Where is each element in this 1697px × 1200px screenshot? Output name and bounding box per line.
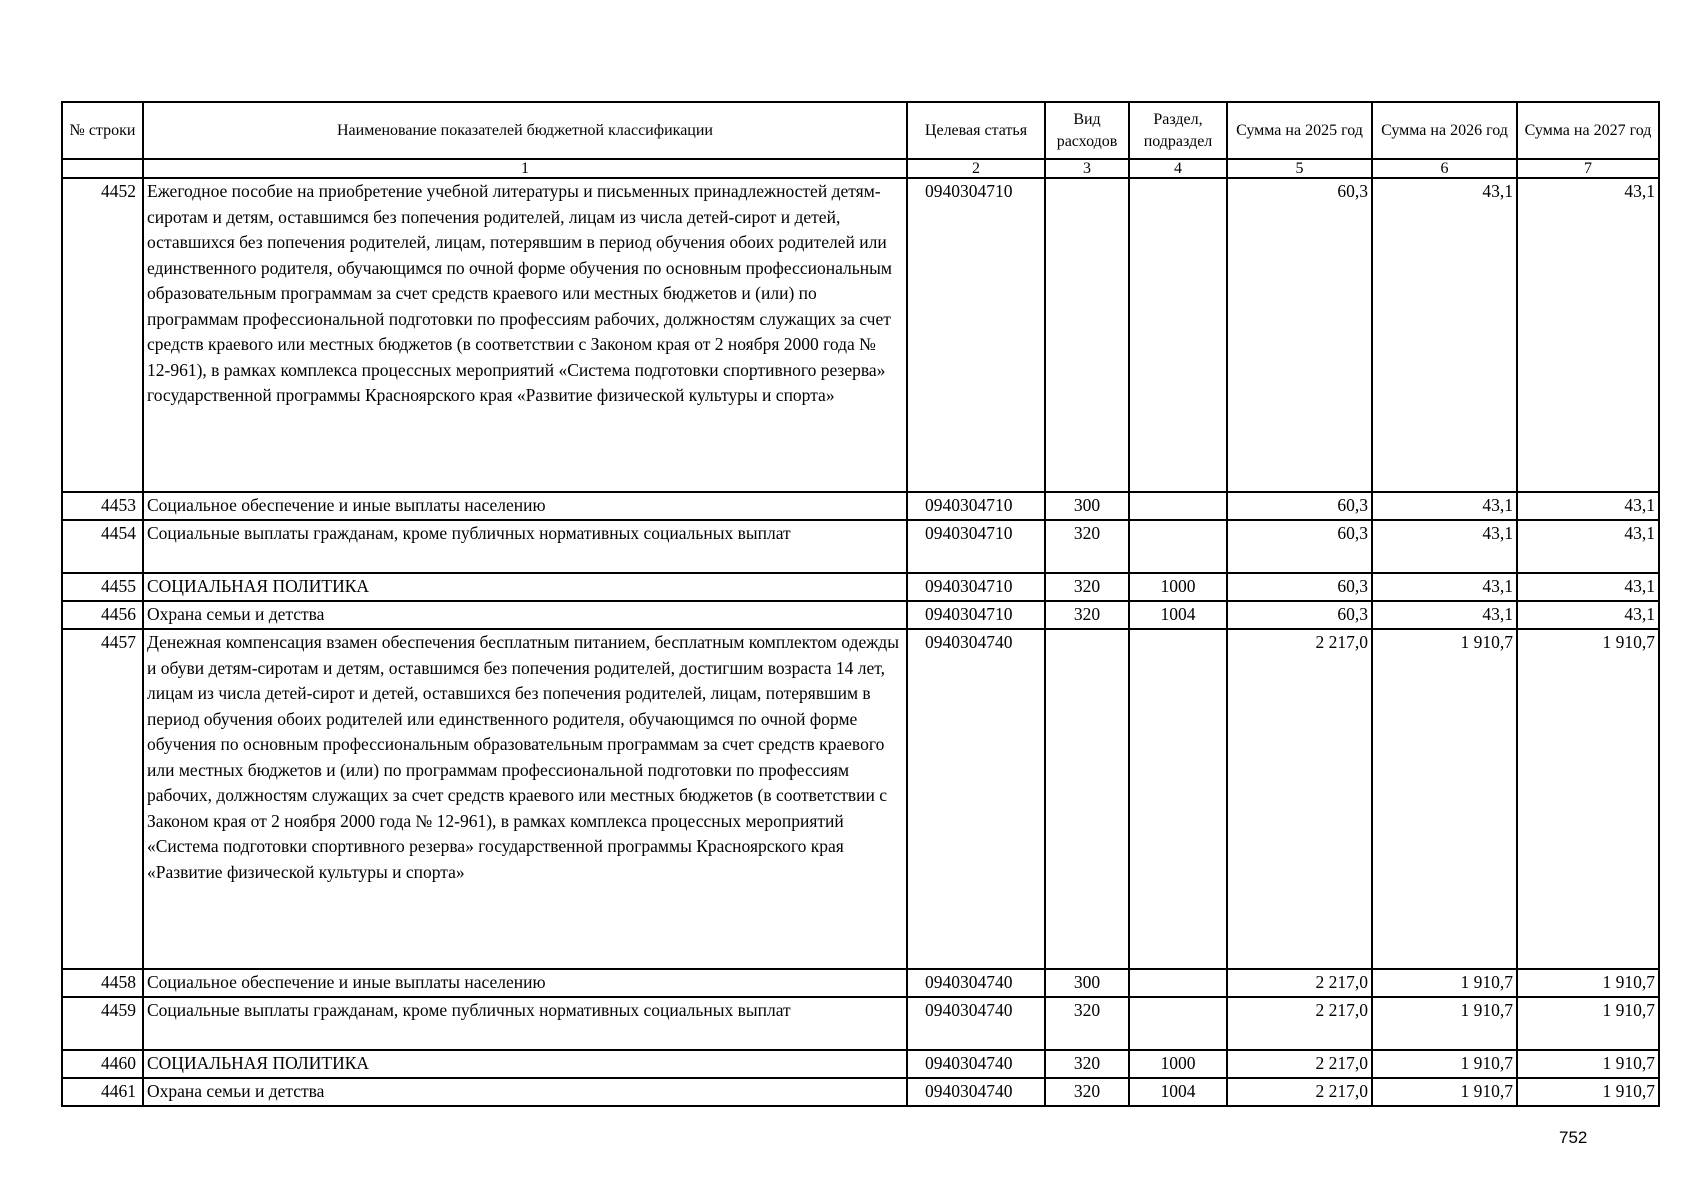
header-name: Наименование показателей бюджетной классификации — [143, 102, 907, 159]
row-sum-2027: 43,1 — [1517, 573, 1659, 601]
column-number — [62, 159, 143, 178]
row-exp-type: 320 — [1045, 601, 1129, 629]
header-sum-2026: Сумма на 2026 год — [1372, 102, 1517, 159]
row-number: 4458 — [62, 969, 143, 997]
row-name: СОЦИАЛЬНАЯ ПОЛИТИКА — [143, 573, 907, 601]
row-name: Социальное обеспечение и иные выплаты населению — [143, 969, 907, 997]
row-number: 4460 — [62, 1050, 143, 1078]
header-section: Раздел, подраздел — [1129, 102, 1227, 159]
row-sum-2026: 1 910,7 — [1372, 969, 1517, 997]
row-number: 4457 — [62, 629, 143, 969]
page-number: 752 — [1559, 1128, 1588, 1147]
table-row — [62, 573, 1659, 601]
row-sum-2026: 43,1 — [1372, 573, 1517, 601]
row-section — [1129, 969, 1227, 997]
row-target: 0940304710 — [907, 178, 1045, 492]
row-number: 4452 — [62, 178, 143, 492]
column-number-row — [62, 159, 1659, 178]
header-sum-2025: Сумма на 2025 год — [1227, 102, 1372, 159]
row-sum-2026: 1 910,7 — [1372, 629, 1517, 969]
table-row — [62, 520, 1659, 573]
column-number: 1 — [143, 159, 907, 178]
row-sum-2026: 43,1 — [1372, 520, 1517, 573]
row-sum-2026: 43,1 — [1372, 178, 1517, 492]
row-exp-type: 320 — [1045, 997, 1129, 1050]
header-sum-2027: Сумма на 2027 год — [1517, 102, 1659, 159]
row-target: 0940304710 — [907, 520, 1045, 573]
row-name: Ежегодное пособие на приобретение учебной литературы и письменных принадлежностей детям-сиротам и детям, оставшимся без попечения родителей, лицам из числа детей-сирот и детей, оставшихся без попечения родителей, лицам, потерявшим в период обучения обоих родителей или единственного родителя, обучающимся по очной форме обучения по основным профессиональным образовательным программам за счет средств краевого или местных бюджетов и (или) по программам профессиональной подготовки по профессиям рабочих, должностям служащих за счет средств краевого или местных бюджетов (в соответствии с Законом края от 2 ноября 2000 года № 12-961), в рамках комплекса процессных мероприятий «Система подготовки спортивного резерва» государственной программы Красноярского края «Развитие физической культуры и спорта» — [143, 178, 907, 492]
header-row — [62, 102, 1659, 159]
column-number: 3 — [1045, 159, 1129, 178]
row-exp-type: 320 — [1045, 1078, 1129, 1106]
row-sum-2025: 2 217,0 — [1227, 997, 1372, 1050]
column-number: 4 — [1129, 159, 1227, 178]
row-target: 0940304740 — [907, 997, 1045, 1050]
row-sum-2027: 1 910,7 — [1517, 1078, 1659, 1106]
row-number: 4459 — [62, 997, 143, 1050]
header-row-no: № строки — [62, 102, 143, 159]
column-number: 2 — [907, 159, 1045, 178]
row-number: 4456 — [62, 601, 143, 629]
row-sum-2027: 1 910,7 — [1517, 997, 1659, 1050]
row-section — [1129, 492, 1227, 520]
row-sum-2025: 2 217,0 — [1227, 629, 1372, 969]
row-sum-2025: 60,3 — [1227, 601, 1372, 629]
table-row — [62, 997, 1659, 1050]
row-sum-2025: 2 217,0 — [1227, 1050, 1372, 1078]
row-sum-2026: 1 910,7 — [1372, 1050, 1517, 1078]
row-exp-type — [1045, 629, 1129, 969]
table-row — [62, 1050, 1659, 1078]
row-section: 1000 — [1129, 1050, 1227, 1078]
table-row — [62, 629, 1659, 969]
row-exp-type: 300 — [1045, 492, 1129, 520]
row-sum-2025: 60,3 — [1227, 492, 1372, 520]
row-name: Охрана семьи и детства — [143, 1078, 907, 1106]
row-name: СОЦИАЛЬНАЯ ПОЛИТИКА — [143, 1050, 907, 1078]
row-sum-2026: 1 910,7 — [1372, 1078, 1517, 1106]
row-section: 1004 — [1129, 1078, 1227, 1106]
header-target: Целевая статья — [907, 102, 1045, 159]
column-number: 6 — [1372, 159, 1517, 178]
row-sum-2027: 1 910,7 — [1517, 1050, 1659, 1078]
row-number: 4461 — [62, 1078, 143, 1106]
row-number: 4454 — [62, 520, 143, 573]
row-sum-2026: 43,1 — [1372, 601, 1517, 629]
row-exp-type: 300 — [1045, 969, 1129, 997]
row-number: 4453 — [62, 492, 143, 520]
row-sum-2025: 2 217,0 — [1227, 1078, 1372, 1106]
row-name: Социальное обеспечение и иные выплаты населению — [143, 492, 907, 520]
row-name: Охрана семьи и детства — [143, 601, 907, 629]
row-name: Денежная компенсация взамен обеспечения бесплатным питанием, бесплатным комплектом одежды и обуви детям-сиротам и детям, оставшимся без попечения родителей, достигшим возраста 14 лет, лицам из числа детей-сирот и детей, оставшихся без попечения родителей, лицам, потерявшим в период обучения обоих родителей или единственного родителя, обучающимся по очной форме обучения по основным профессиональным образовательным программам за счет средств краевого или местных бюджетов и (или) по программам профессиональной подготовки по профессиям рабочих, должностям служащих за счет средств краевого или местных бюджетов (в соответствии с Законом края от 2 ноября 2000 года № 12-961), в рамках комплекса процессных мероприятий «Система подготовки спортивного резерва» государственной программы Красноярского края «Развитие физической культуры и спорта» — [143, 629, 907, 969]
row-section: 1000 — [1129, 573, 1227, 601]
row-number: 4455 — [62, 573, 143, 601]
column-number: 7 — [1517, 159, 1659, 178]
row-sum-2025: 60,3 — [1227, 573, 1372, 601]
row-target: 0940304710 — [907, 492, 1045, 520]
row-sum-2025: 60,3 — [1227, 178, 1372, 492]
row-section: 1004 — [1129, 601, 1227, 629]
row-target: 0940304740 — [907, 1050, 1045, 1078]
row-sum-2027: 43,1 — [1517, 601, 1659, 629]
row-exp-type — [1045, 178, 1129, 492]
row-name: Социальные выплаты гражданам, кроме публичных нормативных социальных выплат — [143, 520, 907, 573]
row-sum-2027: 1 910,7 — [1517, 969, 1659, 997]
table-row — [62, 601, 1659, 629]
budget-table — [61, 101, 1660, 1107]
row-sum-2025: 60,3 — [1227, 520, 1372, 573]
row-sum-2027: 43,1 — [1517, 178, 1659, 492]
row-target: 0940304740 — [907, 629, 1045, 969]
row-sum-2027: 43,1 — [1517, 520, 1659, 573]
row-sum-2026: 43,1 — [1372, 492, 1517, 520]
row-exp-type: 320 — [1045, 1050, 1129, 1078]
column-number: 5 — [1227, 159, 1372, 178]
row-sum-2027: 43,1 — [1517, 492, 1659, 520]
row-sum-2026: 1 910,7 — [1372, 997, 1517, 1050]
row-sum-2027: 1 910,7 — [1517, 629, 1659, 969]
table-row — [62, 492, 1659, 520]
table-row — [62, 178, 1659, 492]
table-row — [62, 969, 1659, 997]
row-exp-type: 320 — [1045, 573, 1129, 601]
row-section — [1129, 629, 1227, 969]
row-target: 0940304740 — [907, 1078, 1045, 1106]
row-sum-2025: 2 217,0 — [1227, 969, 1372, 997]
table-row — [62, 1078, 1659, 1106]
row-name: Социальные выплаты гражданам, кроме публичных нормативных социальных выплат — [143, 997, 907, 1050]
header-exp-type: Вид расходов — [1045, 102, 1129, 159]
row-section — [1129, 520, 1227, 573]
row-target: 0940304710 — [907, 601, 1045, 629]
row-exp-type: 320 — [1045, 520, 1129, 573]
row-target: 0940304740 — [907, 969, 1045, 997]
row-section — [1129, 997, 1227, 1050]
row-section — [1129, 178, 1227, 492]
row-target: 0940304710 — [907, 573, 1045, 601]
